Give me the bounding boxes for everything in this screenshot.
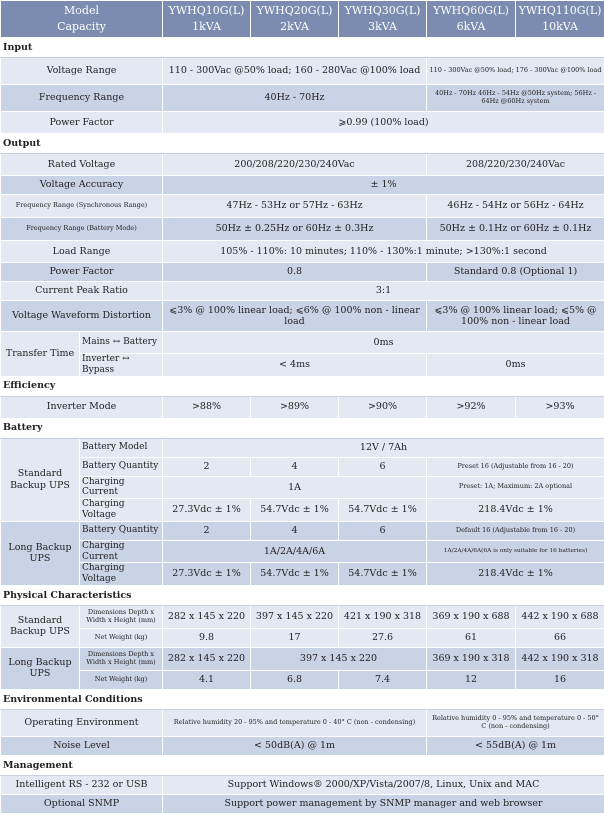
std-dims-2: 397 x 145 x 220 bbox=[251, 605, 339, 628]
long-quantity-2: 4 bbox=[251, 521, 339, 540]
long-dims-1: 282 x 145 x 220 bbox=[163, 647, 251, 670]
phys-standard-label: Standard Backup UPS bbox=[1, 605, 80, 647]
mains-battery-label: Mains ↔ Battery bbox=[80, 332, 163, 354]
mains-battery-value: 0ms bbox=[163, 332, 604, 354]
long-weight-5: 16 bbox=[516, 670, 604, 689]
long-voltage-1: 27.3Vdc ± 1% bbox=[163, 563, 251, 586]
long-weight-3: 7.4 bbox=[339, 670, 427, 689]
table-row bbox=[1, 563, 604, 586]
std-voltage-2: 54.7Vdc ± 1% bbox=[251, 499, 339, 522]
table-row bbox=[1, 438, 604, 457]
freq-batt-large: 50Hz ± 0.1Hz or 60Hz ± 0.1Hz bbox=[427, 218, 604, 241]
input-voltage-label: Voltage Range bbox=[1, 58, 163, 85]
input-pf-value: ⩾0.99 (100% load) bbox=[163, 112, 604, 134]
table-row bbox=[1, 628, 604, 647]
table-row bbox=[1, 154, 604, 176]
long-weight-2: 6.8 bbox=[251, 670, 339, 689]
operating-env-label: Operating Environment bbox=[1, 709, 163, 736]
header-row bbox=[1, 1, 604, 38]
operating-env-large: Relative humidity 0 - 95% and temperature 0 - 50° C (non - condensing) bbox=[427, 709, 604, 736]
battery-model-value: 12V / 7Ah bbox=[163, 438, 604, 457]
noise-large: < 55dB(A) @ 1m bbox=[427, 736, 604, 755]
waveform-small: ⩽3% @ 100% linear load; ⩽6% @ 100% non - linear load bbox=[163, 301, 427, 332]
section-input: Input bbox=[1, 38, 604, 58]
long-current-label: Charging Current bbox=[80, 540, 163, 563]
long-backup-label: Long Backup UPS bbox=[1, 521, 80, 585]
std-current-large: Preset: 1A; Maximum: 2A optional bbox=[427, 476, 604, 499]
input-voltage-large: 110 - 300Vac @50% load; 176 - 300Vac @100% load bbox=[427, 58, 604, 85]
long-quantity-1: 2 bbox=[163, 521, 251, 540]
efficiency-2: >89% bbox=[251, 396, 339, 418]
freq-sync-large: 46Hz - 54Hz or 56Hz - 64Hz bbox=[427, 195, 604, 218]
output-pf-small: 0.8 bbox=[163, 263, 427, 282]
std-weight-1: 9.8 bbox=[163, 628, 251, 647]
section-efficiency: Efficiency bbox=[1, 376, 604, 396]
long-quantity-3: 6 bbox=[339, 521, 427, 540]
long-voltage-3: 54.7Vdc ± 1% bbox=[339, 563, 427, 586]
long-quantity-large: Default 16 (Adjustable from 16 - 20) bbox=[427, 521, 604, 540]
model-col-1: YWHQ10G(L) 1kVA bbox=[163, 1, 251, 38]
table-row bbox=[1, 775, 604, 794]
table-row bbox=[1, 794, 604, 813]
output-pf-label: Power Factor bbox=[1, 263, 163, 282]
std-current-small: 1A bbox=[163, 476, 427, 499]
table-row bbox=[1, 218, 604, 241]
std-quantity-2: 4 bbox=[251, 457, 339, 476]
input-frequency-large: 40Hz - 70Hz 46Hz - 54Hz @50Hz system; 56Hz - 64Hz @60Hz system bbox=[427, 85, 604, 112]
voltage-accuracy-value: ± 1% bbox=[163, 176, 604, 195]
table-row bbox=[1, 670, 604, 689]
long-dims-label: Dimensions Depth x Width x Height (mm) bbox=[80, 647, 163, 670]
std-dims-5: 442 x 190 x 688 bbox=[516, 605, 604, 628]
std-quantity-large: Preset 16 (Adjustable from 16 - 20) bbox=[427, 457, 604, 476]
long-voltage-large: 218.4Vdc ± 1% bbox=[427, 563, 604, 586]
efficiency-3: >90% bbox=[339, 396, 427, 418]
table-row bbox=[1, 58, 604, 85]
standard-backup-label: Standard Backup UPS bbox=[1, 438, 80, 521]
input-frequency-small: 40Hz - 70Hz bbox=[163, 85, 427, 112]
table-row bbox=[1, 282, 604, 301]
table-row bbox=[1, 241, 604, 263]
input-frequency-label: Frequency Range bbox=[1, 85, 163, 112]
long-voltage-2: 54.7Vdc ± 1% bbox=[251, 563, 339, 586]
std-weight-2: 17 bbox=[251, 628, 339, 647]
std-dims-4: 369 x 190 x 688 bbox=[427, 605, 516, 628]
std-weight-4: 61 bbox=[427, 628, 516, 647]
table-row bbox=[1, 605, 604, 628]
long-quantity-label: Battery Quantity bbox=[80, 521, 163, 540]
output-pf-large: Standard 0.8 (Optional 1) bbox=[427, 263, 604, 282]
load-range-value: 105% - 110%: 10 minutes; 110% - 130%:1 minute; >130%:1 second bbox=[163, 241, 604, 263]
section-battery: Battery bbox=[1, 418, 604, 438]
model-col-3: YWHQ30G(L) 3kVA bbox=[339, 1, 427, 38]
table-row bbox=[1, 736, 604, 755]
table-row bbox=[1, 301, 604, 332]
freq-batt-small: 50Hz ± 0.25Hz or 60Hz ± 0.3Hz bbox=[163, 218, 427, 241]
freq-sync-small: 47Hz - 53Hz or 57Hz - 63Hz bbox=[163, 195, 427, 218]
freq-sync-label: Frequency Range (Synchronous Range) bbox=[1, 195, 163, 218]
inverter-mode-label: Inverter Mode bbox=[1, 396, 163, 418]
table-row bbox=[1, 332, 604, 354]
freq-batt-label: Frequency Range (Battery Mode) bbox=[1, 218, 163, 241]
table-row bbox=[1, 499, 604, 522]
std-weight-3: 27.6 bbox=[339, 628, 427, 647]
rated-voltage-label: Rated Voltage bbox=[1, 154, 163, 176]
long-voltage-label: Charging Voltage bbox=[80, 563, 163, 586]
model-col-5: YWHQ110G(L) 10kVA bbox=[516, 1, 604, 38]
std-quantity-3: 6 bbox=[339, 457, 427, 476]
table-row bbox=[1, 112, 604, 134]
long-dims-4: 369 x 190 x 318 bbox=[427, 647, 516, 670]
std-dims-label: Dimensions Depth x Width x Height (mm) bbox=[80, 605, 163, 628]
current-peak-label: Current Peak Ratio bbox=[1, 282, 163, 301]
table-row bbox=[1, 457, 604, 476]
waveform-large: ⩽3% @ 100% linear load; ⩽5% @ 100% non - linear load bbox=[427, 301, 604, 332]
section-output: Output bbox=[1, 134, 604, 154]
input-voltage-small: 110 - 300Vac @50% load; 160 - 280Vac @100% load bbox=[163, 58, 427, 85]
snmp-label: Optional SNMP bbox=[1, 794, 163, 813]
std-voltage-3: 54.7Vdc ± 1% bbox=[339, 499, 427, 522]
voltage-accuracy-label: Voltage Accuracy bbox=[1, 176, 163, 195]
long-weight-1: 4.1 bbox=[163, 670, 251, 689]
rs232-value: Support Windows® 2000/XP/Vista/2007/8, Linux, Unix and MAC bbox=[163, 775, 604, 794]
table-row bbox=[1, 176, 604, 195]
std-voltage-label: Charging Voltage bbox=[80, 499, 163, 522]
model-label: Model bbox=[3, 3, 160, 20]
table-row bbox=[1, 354, 604, 377]
rs232-label: Intelligent RS - 232 or USB bbox=[1, 775, 163, 794]
model-col-2: YWHQ20G(L) 2kVA bbox=[251, 1, 339, 38]
section-environment: Environmental Conditions bbox=[1, 689, 604, 709]
current-peak-value: 3:1 bbox=[163, 282, 604, 301]
input-pf-label: Power Factor bbox=[1, 112, 163, 134]
battery-model-label: Battery Model bbox=[80, 438, 163, 457]
long-weight-label: Net Weight (kg) bbox=[80, 670, 163, 689]
table-row bbox=[1, 85, 604, 112]
section-physical: Physical Characteristics bbox=[1, 585, 604, 605]
waveform-label: Voltage Waveform Distortion bbox=[1, 301, 163, 332]
transfer-time-label: Transfer Time bbox=[1, 332, 80, 377]
model-capacity-header bbox=[1, 1, 163, 38]
std-quantity-label: Battery Quantity bbox=[80, 457, 163, 476]
table-row bbox=[1, 521, 604, 540]
inverter-bypass-label: Inverter ↔ Bypass bbox=[80, 354, 163, 377]
capacity-label: Capacity bbox=[3, 19, 160, 36]
table-row bbox=[1, 263, 604, 282]
phys-long-label: Long Backup UPS bbox=[1, 647, 80, 689]
table-row bbox=[1, 647, 604, 670]
std-voltage-large: 218.4Vdc ± 1% bbox=[427, 499, 604, 522]
long-dims-23: 397 x 145 x 220 bbox=[251, 647, 427, 670]
table-row bbox=[1, 540, 604, 563]
table-row bbox=[1, 396, 604, 418]
noise-label: Noise Level bbox=[1, 736, 163, 755]
inverter-bypass-small: < 4ms bbox=[163, 354, 427, 377]
std-quantity-1: 2 bbox=[163, 457, 251, 476]
noise-small: < 50dB(A) @ 1m bbox=[163, 736, 427, 755]
std-dims-1: 282 x 145 x 220 bbox=[163, 605, 251, 628]
operating-env-small: Relative humidity 20 - 95% and temperature 0 - 40° C (non - condensing) bbox=[163, 709, 427, 736]
long-current-small: 1A/2A/4A/6A bbox=[163, 540, 427, 563]
std-weight-label: Net Weight (kg) bbox=[80, 628, 163, 647]
load-range-label: Load Range bbox=[1, 241, 163, 263]
std-dims-3: 421 x 190 x 318 bbox=[339, 605, 427, 628]
efficiency-5: >93% bbox=[516, 396, 604, 418]
long-current-large: 1A/2A/4A/6A(6A is only suitable for 16 batteries) bbox=[427, 540, 604, 563]
inverter-bypass-large: 0ms bbox=[427, 354, 604, 377]
table-row bbox=[1, 709, 604, 736]
std-current-label: Charging Current bbox=[80, 476, 163, 499]
efficiency-1: >88% bbox=[163, 396, 251, 418]
std-voltage-1: 27.3Vdc ± 1% bbox=[163, 499, 251, 522]
model-col-4: YWHQ60G(L) 6kVA bbox=[427, 1, 516, 38]
long-weight-4: 12 bbox=[427, 670, 516, 689]
efficiency-4: >92% bbox=[427, 396, 516, 418]
section-management: Management bbox=[1, 755, 604, 775]
long-dims-5: 442 x 190 x 318 bbox=[516, 647, 604, 670]
snmp-value: Support power management by SNMP manager and web browser bbox=[163, 794, 604, 813]
rated-voltage-large: 208/220/230/240Vac bbox=[427, 154, 604, 176]
std-weight-5: 66 bbox=[516, 628, 604, 647]
rated-voltage-small: 200/208/220/230/240Vac bbox=[163, 154, 427, 176]
table-row bbox=[1, 195, 604, 218]
table-row bbox=[1, 476, 604, 499]
